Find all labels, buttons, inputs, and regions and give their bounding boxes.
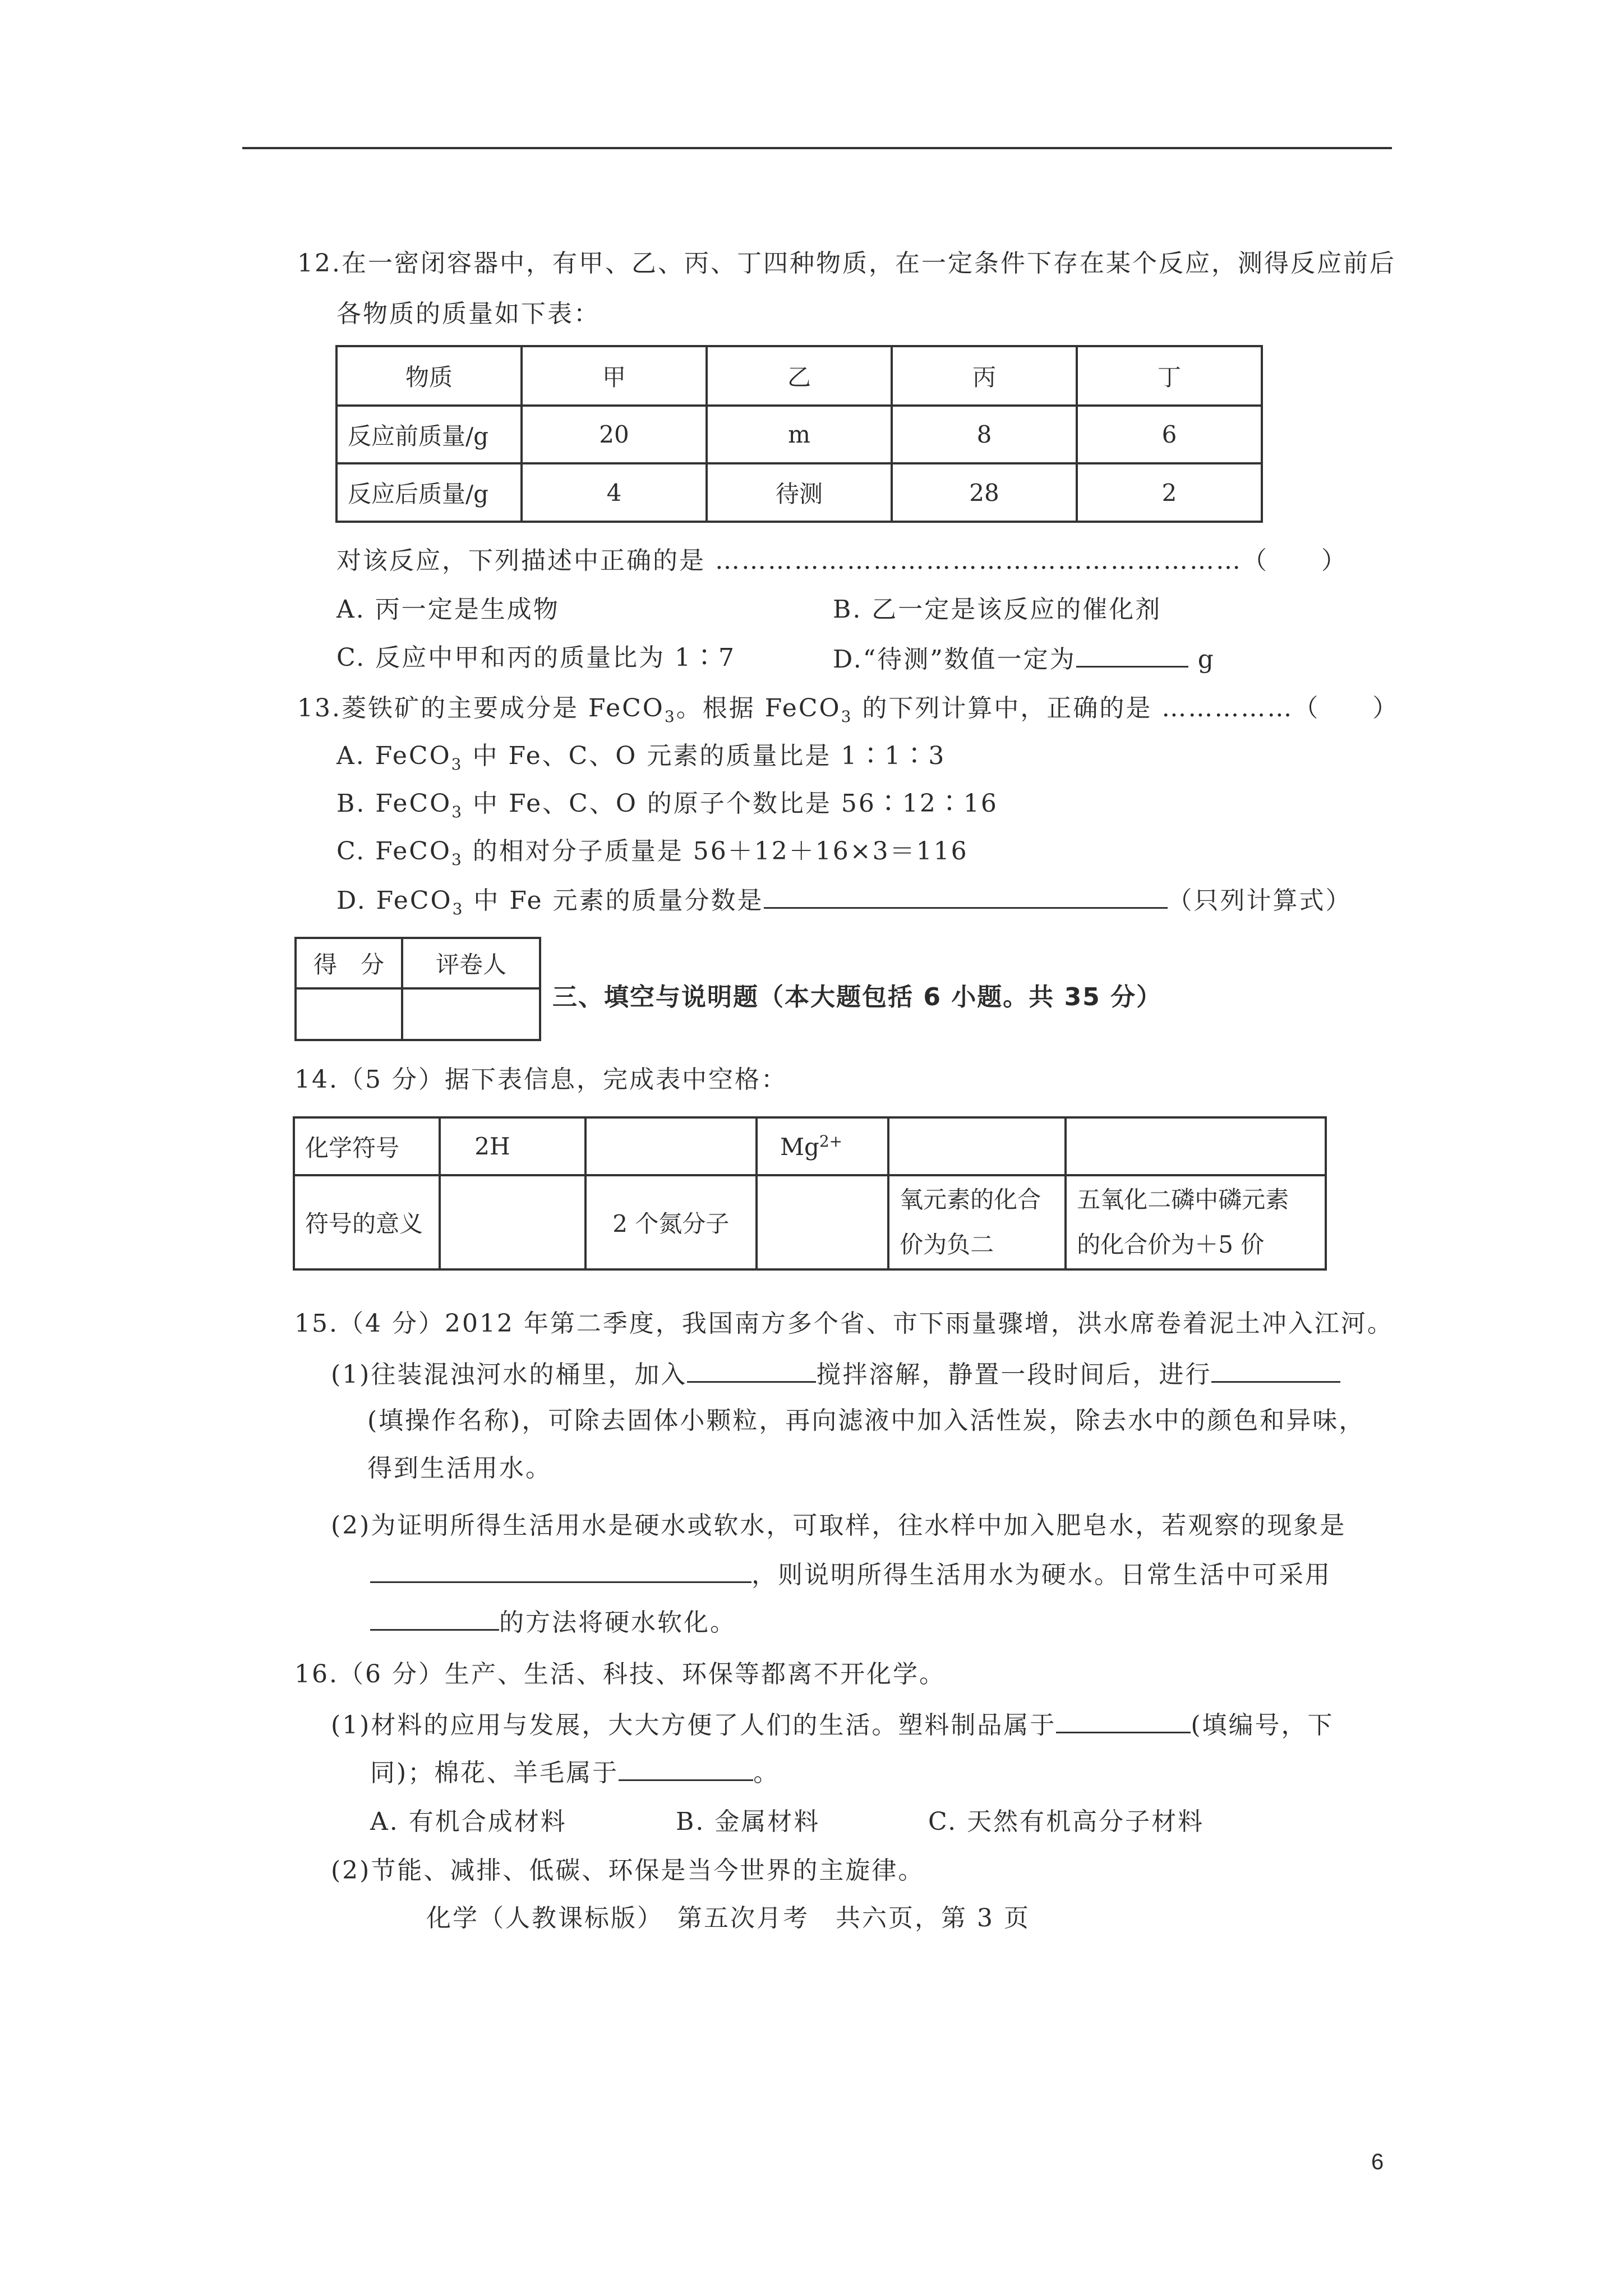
q12-option-d <box>833 641 1215 677</box>
q16-text: 同)；棉花、羊毛属于 <box>370 1759 619 1787</box>
q16-part2: (2)节能、减排、低碳、环保是当今世界的主旋律。 <box>331 1856 925 1885</box>
q15-part1-line2: (填操作名称)，可除去固体小颗粒，再向滤液中加入活性炭，除去水中的颜色和异味， <box>367 1406 1366 1435</box>
top-rule <box>242 147 1392 149</box>
q15-part1-line1 <box>331 1356 1340 1392</box>
table-row <box>294 1117 1326 1175</box>
subscript: 3 <box>451 802 464 821</box>
row-label: 符号的意义 <box>294 1175 440 1269</box>
q16-option-b: B. 金属材料 <box>676 1807 820 1836</box>
table-cell: 反应后质量/g <box>336 463 522 522</box>
option-text: （只列计算式） <box>1167 886 1352 915</box>
table-cell[interactable] <box>1066 1117 1326 1175</box>
table-cell[interactable] <box>440 1175 585 1269</box>
q12-option-c: C. 反应中甲和丙的质量比为 1∶7 <box>336 643 736 672</box>
q15-text: (1)往装混浊河水的桶里，加入 <box>331 1360 688 1389</box>
q12-question: 对该反应，下列描述中正确的是 ……………………………………………………（ ） <box>336 546 1348 575</box>
q16-text: (填编号，下 <box>1191 1711 1334 1740</box>
answer-blank[interactable] <box>1211 1356 1340 1383</box>
cell-line: 的化合价为＋5 价 <box>1077 1231 1265 1258</box>
table-cell: 4 <box>522 463 707 522</box>
answer-blank[interactable] <box>370 1604 499 1631</box>
q16-stem: 16.（6 分）生产、生活、科技、环保等都离不开化学。 <box>294 1660 946 1688</box>
q12-stem-line1: 12.在一密闭容器中，有甲、乙、丙、丁四种物质，在一定条件下存在某个反应，测得反应前后 <box>297 249 1396 278</box>
subscript: 3 <box>451 850 463 869</box>
table-row <box>336 463 1262 522</box>
table-cell[interactable] <box>888 1117 1066 1175</box>
q13-stem <box>297 692 1399 734</box>
table-header-cell: 乙 <box>707 346 892 406</box>
option-text: B. FeCO <box>336 789 452 818</box>
option-text: D. FeCO <box>336 886 453 915</box>
table-row <box>294 1175 1326 1269</box>
q12-option-d-suffix: g <box>1197 645 1215 674</box>
score-input-cell[interactable] <box>296 988 402 1040</box>
table-cell: 8 <box>892 406 1077 463</box>
table-header-cell: 甲 <box>522 346 707 406</box>
q12-option-b: B. 乙一定是该反应的催化剂 <box>833 595 1162 624</box>
table-cell: 2H <box>440 1117 585 1175</box>
table-header-cell: 物质 <box>336 346 522 406</box>
q15-stem: 15.（4 分）2012 年第二季度，我国南方多个省、市下雨量骤增，洪水席卷着泥土冲入江河。 <box>294 1309 1394 1338</box>
subscript: 3 <box>451 754 463 774</box>
table-cell: 6 <box>1077 406 1262 463</box>
answer-blank[interactable] <box>1056 1707 1191 1733</box>
score-box <box>294 937 541 1041</box>
answer-blank[interactable] <box>619 1755 753 1781</box>
q14-symbol-table <box>293 1116 1327 1271</box>
table-header-cell: 丁 <box>1077 346 1262 406</box>
q13-stem-part: 。根据 FeCO <box>676 694 841 723</box>
page-number: 6 <box>1371 2150 1384 2174</box>
option-text: A. FeCO <box>336 742 451 770</box>
table-row <box>336 406 1262 463</box>
q15-text: ，则说明所得生活用水为硬水。日常生活中可采用 <box>751 1561 1331 1589</box>
cell-line: 价为负二 <box>900 1231 994 1258</box>
q15-part1-line3: 得到生活用水。 <box>367 1454 552 1483</box>
table-cell: m <box>707 406 892 463</box>
table-cell: 反应前质量/g <box>336 406 522 463</box>
option-text: 中 Fe、C、O 元素的质量比是 1∶1∶3 <box>463 742 946 770</box>
table-cell: 2 <box>1077 463 1262 522</box>
table-cell: 待测 <box>707 463 892 522</box>
table-row <box>336 346 1262 406</box>
subscript: 3 <box>664 707 676 726</box>
q13-option-d <box>336 882 1352 926</box>
table-cell: 2 个氮分子 <box>585 1175 757 1269</box>
grader-input-cell[interactable] <box>402 988 540 1040</box>
q16-text: 。 <box>753 1759 780 1787</box>
q13-stem-part: 的下列计算中，正确的是 ……………（ ） <box>852 694 1399 723</box>
q15-text: 搅拌溶解，静置一段时间后，进行 <box>816 1360 1212 1389</box>
q16-part1-line2 <box>370 1755 780 1790</box>
q12-option-d-prefix: D.“待测”数值一定为 <box>833 645 1076 674</box>
answer-blank[interactable] <box>1076 641 1188 668</box>
grader-label: 评卷人 <box>402 938 540 988</box>
q12-option-a: A. 丙一定是生成物 <box>336 595 560 624</box>
q15-part2-line2 <box>370 1557 1331 1592</box>
option-text: C. FeCO <box>336 837 451 866</box>
q12-stem-line2: 各物质的质量如下表： <box>336 300 600 328</box>
answer-blank[interactable] <box>370 1557 751 1583</box>
section3-title: 三、填空与说明题（本大题包括 6 小题。共 35 分） <box>552 983 1163 1011</box>
q16-part1-line1 <box>331 1707 1334 1742</box>
table-cell[interactable] <box>585 1117 757 1175</box>
subscript: 3 <box>452 899 464 918</box>
option-text: 中 Fe 元素的质量分数是 <box>464 886 764 915</box>
option-text: 中 Fe、C、O 的原子个数比是 56∶12∶16 <box>463 789 998 818</box>
q16-option-a: A. 有机合成材料 <box>370 1807 567 1836</box>
table-cell <box>757 1117 888 1175</box>
symbol-base: Mg <box>780 1133 819 1161</box>
table-cell: 20 <box>522 406 707 463</box>
subscript: 3 <box>841 707 853 726</box>
q14-stem: 14.（5 分）据下表信息，完成表中空格： <box>294 1065 787 1094</box>
q13-stem-part: 13.菱铁矿的主要成分是 FeCO <box>297 694 665 723</box>
q15-part2-line1: (2)为证明所得生活用水是硬水或软水，可取样，往水样中加入肥皂水，若观察的现象是 <box>331 1511 1347 1540</box>
table-cell: 28 <box>892 463 1077 522</box>
page-footer: 化学（人教课标版） 第五次月考 共六页，第 3 页 <box>426 1904 1030 1932</box>
cell-line: 五氧化二磷中磷元素 <box>1077 1186 1289 1213</box>
row-label: 化学符号 <box>294 1117 440 1175</box>
option-text: 的相对分子质量是 56＋12＋16×3＝116 <box>463 837 969 866</box>
table-cell <box>888 1175 1066 1269</box>
q15-text: 的方法将硬水软化。 <box>499 1608 736 1637</box>
superscript: 2+ <box>819 1132 843 1151</box>
q16-text: (1)材料的应用与发展，大大方便了人们的生活。塑料制品属于 <box>331 1711 1057 1740</box>
q13-option-b <box>336 787 998 829</box>
table-row <box>296 988 540 1040</box>
table-cell[interactable] <box>757 1175 888 1269</box>
q12-mass-table <box>335 345 1263 523</box>
q15-part2-line3 <box>370 1604 736 1640</box>
answer-blank[interactable] <box>764 882 1168 909</box>
q16-option-c: C. 天然有机高分子材料 <box>928 1807 1205 1836</box>
table-cell <box>1066 1175 1326 1269</box>
score-label: 得 分 <box>296 938 402 988</box>
q13-option-a <box>336 739 946 781</box>
table-row <box>296 938 540 988</box>
q13-option-c <box>336 835 969 877</box>
cell-line: 氧元素的化合 <box>900 1186 1041 1213</box>
table-header-cell: 丙 <box>892 346 1077 406</box>
answer-blank[interactable] <box>687 1356 816 1383</box>
